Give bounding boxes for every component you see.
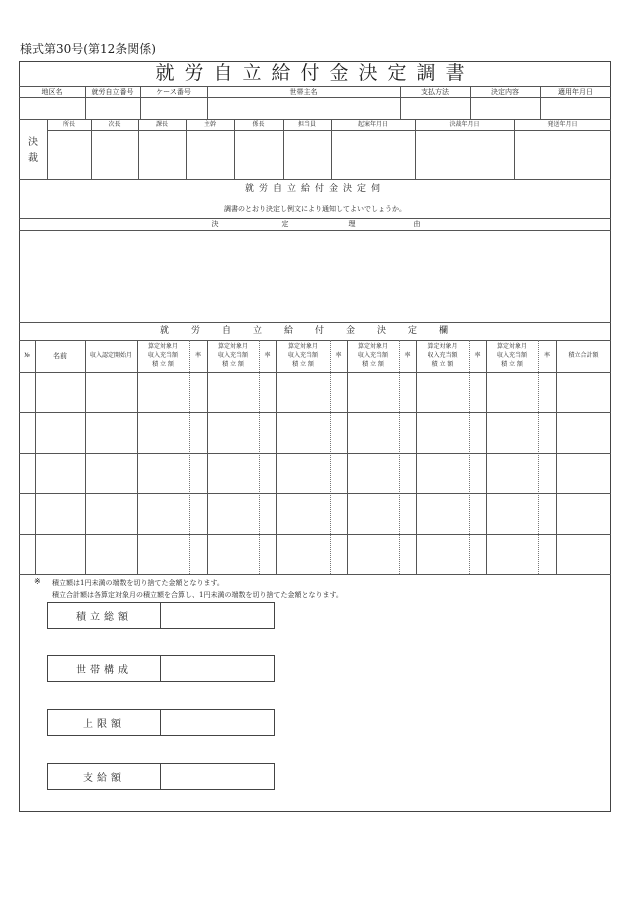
header-value-cell[interactable]	[141, 98, 206, 118]
approval-label-sai: 裁	[28, 153, 38, 164]
approval-stamp-cell[interactable]	[284, 131, 330, 178]
period-header-line: 算定対象月	[287, 343, 318, 350]
period-header-line: 算定対象月	[147, 343, 178, 350]
header-value-cell[interactable]	[541, 98, 610, 118]
rate-label: 率	[474, 352, 481, 359]
approval-col-label: 所長	[62, 121, 75, 128]
approval-stamp-cell[interactable]	[92, 131, 137, 178]
approval-stamp-cell[interactable]	[332, 131, 414, 178]
approval-col-label: 発送年月日	[547, 121, 578, 128]
summary-box	[47, 763, 275, 790]
header-col-label: 地区名	[41, 88, 63, 96]
approval-label-ketsu: 決	[28, 137, 38, 148]
period-header-line: 収入充当額	[357, 352, 388, 359]
header-value-cell[interactable]	[471, 98, 539, 118]
note-mark: ※	[34, 577, 41, 586]
header-col-label: ケース番号	[156, 88, 191, 96]
approval-col-label: 次長	[108, 121, 121, 128]
period-header-line: 積 立 額	[431, 361, 454, 368]
header-col-label: 適用年月日	[558, 88, 593, 96]
reason-char-3: 理	[348, 220, 356, 228]
approval-stamp-cell[interactable]	[235, 131, 282, 178]
header-value-cell[interactable]	[86, 98, 139, 118]
rate-label: 率	[335, 352, 342, 359]
table-row[interactable]	[19, 535, 611, 574]
period-header-line: 収入充当額	[287, 352, 318, 359]
summary-box	[47, 655, 275, 682]
period-header-line: 積 立 額	[152, 361, 174, 368]
summary-box-label: 上限額	[48, 710, 161, 735]
reason-char-1: 決	[211, 220, 219, 228]
approval-stamp-cell[interactable]	[416, 131, 513, 178]
period-header-line: 算定対象月	[427, 343, 458, 350]
header-col-label: 決定内容	[491, 88, 519, 96]
proposal-text: 調書のとおり決定し例文により通知してよいでしょうか。	[224, 205, 406, 213]
period-header-line: 積 立 額	[362, 361, 384, 368]
table-row[interactable]	[19, 373, 611, 412]
rate-label: 率	[543, 352, 550, 359]
summary-box-label: 支給額	[48, 764, 161, 789]
form-title: 就労自立給付金決定調書	[155, 62, 475, 84]
reason-area[interactable]	[20, 231, 610, 322]
rate-label: 率	[404, 352, 411, 359]
period-header-line: 算定対象月	[496, 343, 527, 350]
header-value-cell[interactable]	[208, 98, 399, 118]
summary-box-value[interactable]	[161, 764, 274, 789]
approval-col-label: 係長	[252, 121, 265, 128]
period-header-line: 収入充当額	[217, 352, 248, 359]
approval-stamp-cell[interactable]	[139, 131, 185, 178]
header-value-cell[interactable]	[401, 98, 469, 118]
proposal-title: 就労自立給付金決定伺	[244, 184, 385, 194]
period-header-line: 積 立 額	[292, 361, 314, 368]
period-header-line: 算定対象月	[217, 343, 248, 350]
approval-col-label: 担当員	[297, 121, 316, 128]
header-value-cell[interactable]	[20, 98, 84, 118]
approval-col-label: 起案年月日	[357, 121, 388, 128]
col-name-label: 名前	[53, 352, 67, 360]
summary-box-label: 世帯構成	[48, 656, 161, 681]
reason-char-4: 由	[413, 220, 421, 228]
rate-label: 率	[264, 352, 271, 359]
note-line-2: 積立合計額は各算定対象月の積立額を合算し、1円未満の端数を切り捨てた金額となります。	[52, 591, 343, 599]
col-total-label: 積立合計額	[568, 352, 599, 359]
approval-col-label: 決裁年月日	[449, 121, 480, 128]
period-header-line: 算定対象月	[357, 343, 388, 350]
header-col-label: 就労自立番号	[91, 88, 134, 96]
summary-box-value[interactable]	[161, 656, 274, 681]
summary-box-value[interactable]	[161, 710, 274, 735]
approval-stamp-cell[interactable]	[187, 131, 233, 178]
col-start-label: 収入認定開始月	[89, 352, 132, 359]
table-row[interactable]	[19, 413, 611, 452]
note-line-1: 積立額は1円未満の端数を切り捨てた金額となります。	[52, 579, 224, 587]
period-header-line: 収入充当額	[496, 352, 527, 359]
table-row[interactable]	[19, 494, 611, 533]
header-col-label: 支払方法	[421, 88, 449, 96]
summary-box	[47, 602, 275, 629]
decision-title: 就労自立給付金決定欄	[159, 326, 470, 336]
col-no-label: №	[24, 352, 30, 359]
summary-box	[47, 709, 275, 736]
approval-stamp-cell[interactable]	[515, 131, 610, 178]
period-header-line: 収入充当額	[147, 352, 178, 359]
form-number: 様式第30号(第12条関係)	[20, 42, 156, 56]
rate-label: 率	[194, 352, 201, 359]
header-col-label: 世帯主名	[289, 88, 318, 96]
period-header-line: 積 立 額	[222, 361, 244, 368]
table-row[interactable]	[19, 454, 611, 493]
summary-box-value[interactable]	[161, 603, 274, 628]
period-header-line: 収入充当額	[427, 352, 458, 359]
approval-col-label: 主幹	[203, 121, 216, 128]
summary-box-label: 積立総額	[48, 603, 161, 628]
approval-col-label: 課長	[155, 121, 168, 128]
reason-char-2: 定	[281, 220, 289, 228]
approval-stamp-cell[interactable]	[48, 131, 90, 178]
period-header-line: 積 立 額	[501, 361, 523, 368]
